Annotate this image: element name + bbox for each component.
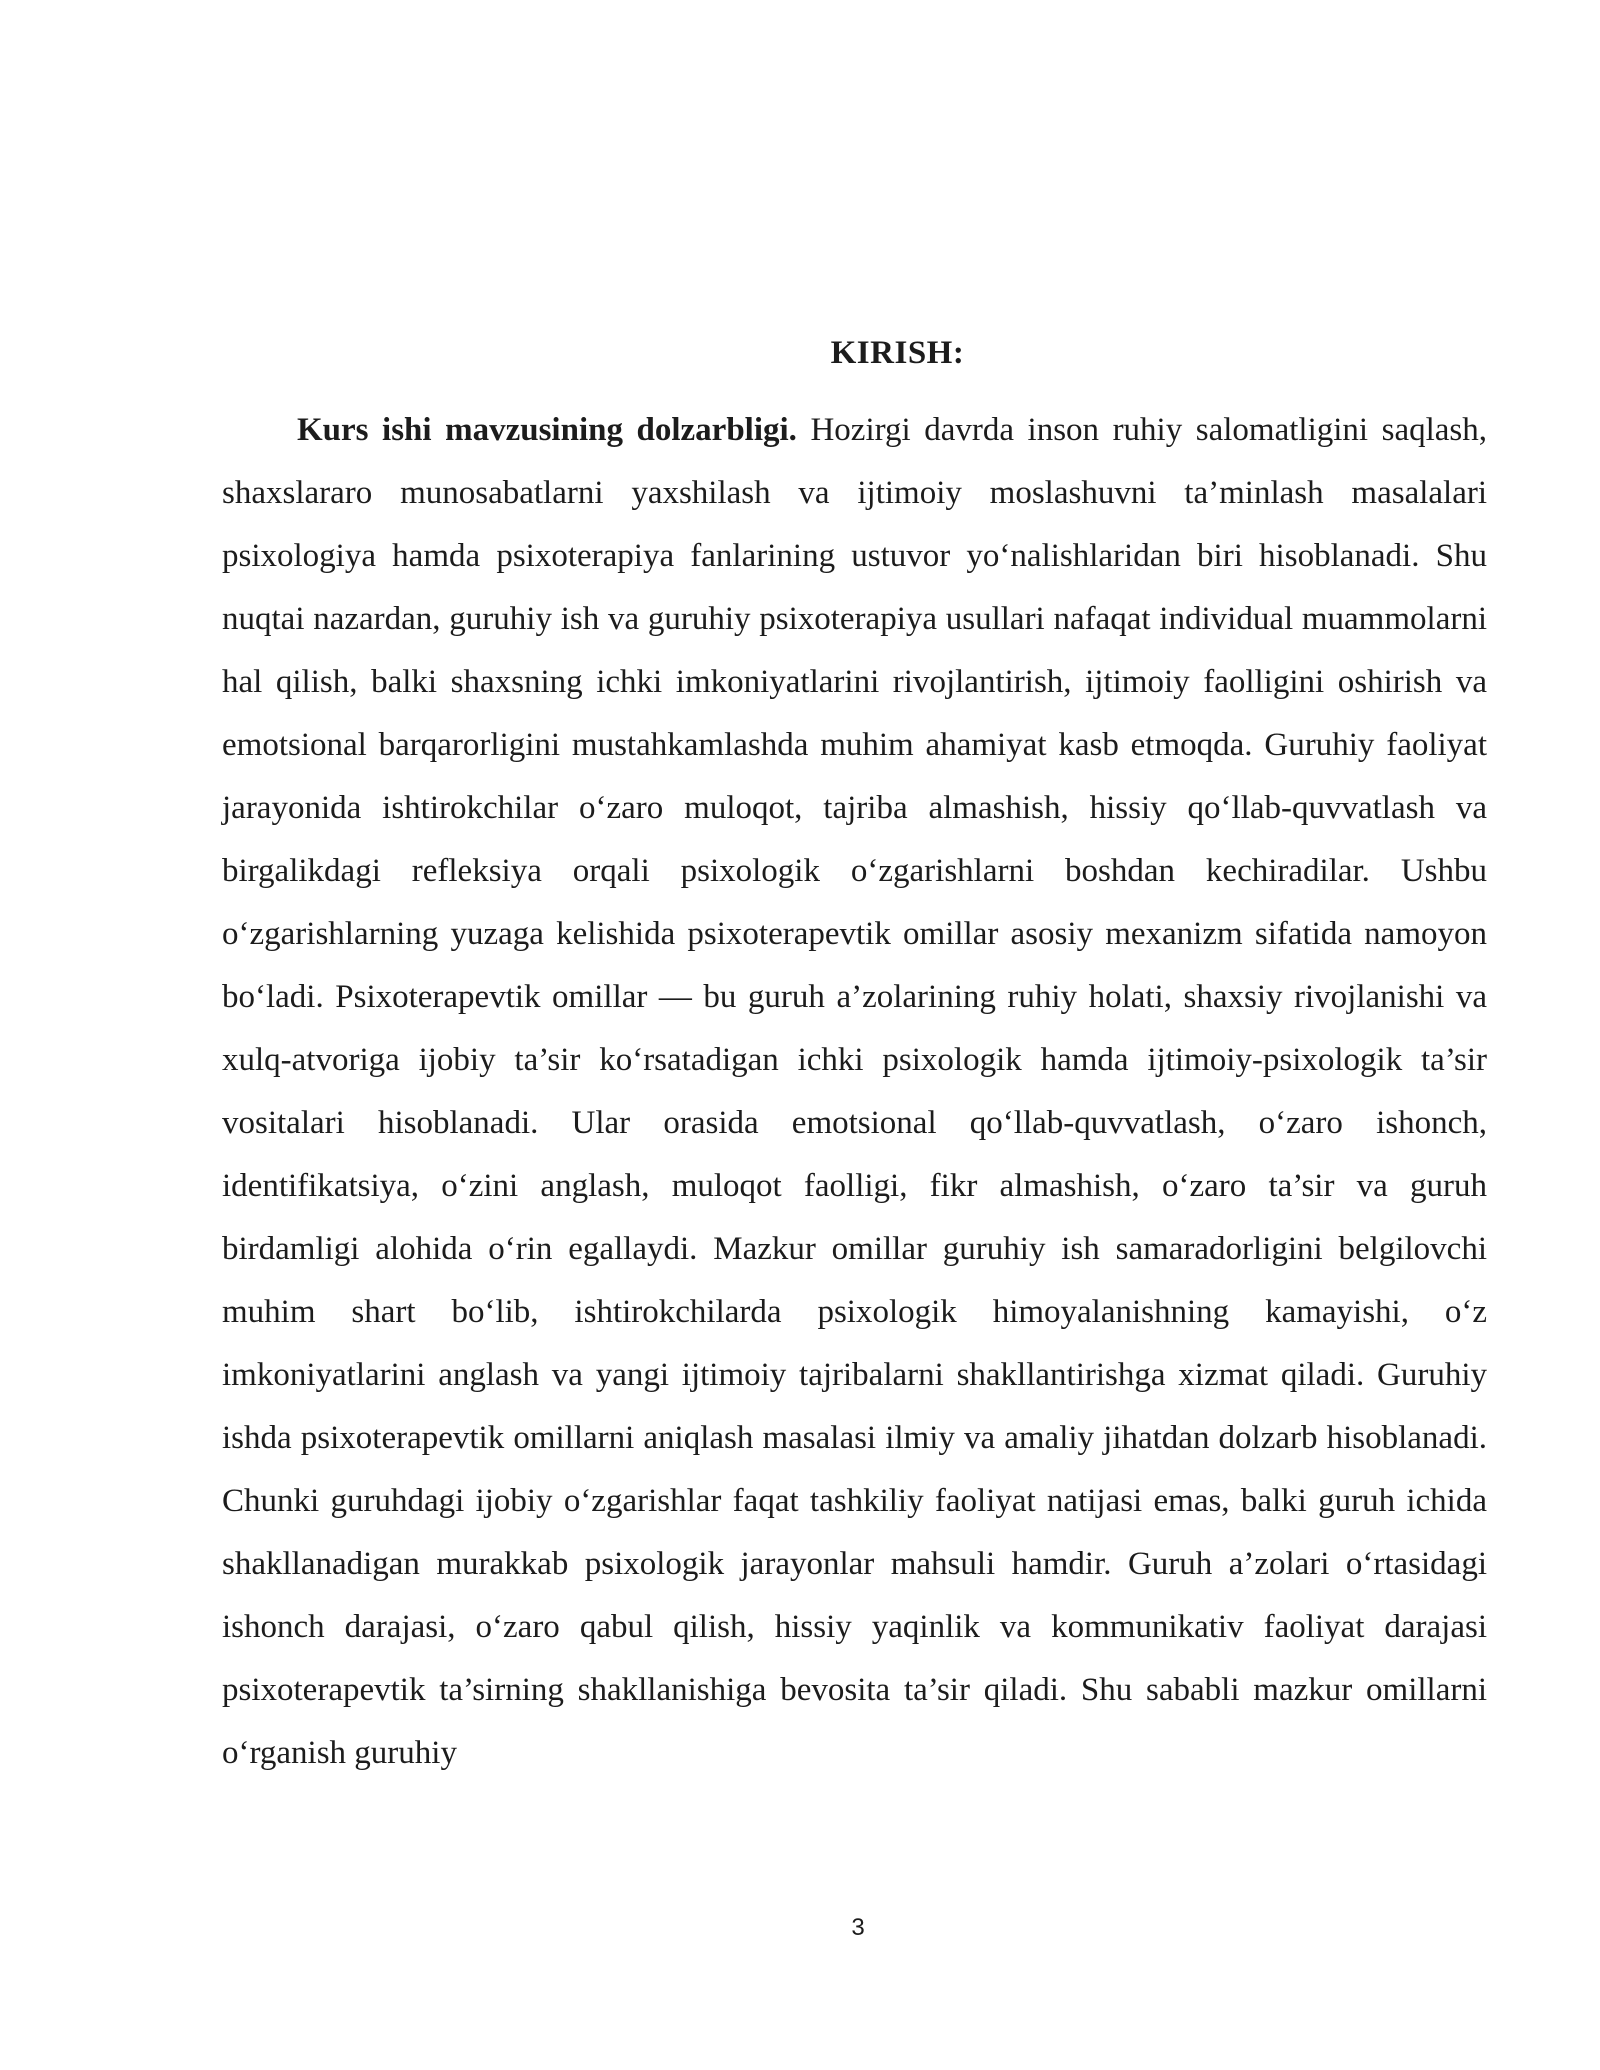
paragraph-text: Hozirgi davrda inson ruhiy salomatligini saqlash, shaxslararo munosabatlarni yaxshilash va ijtimoiy moslashuvni ta’minlash masalalari psixologiya hamda psixoterapiya fanlarining ustuvor yo‘nalishlaridan biri hisoblanadi. Shu nuqtai nazardan, guruhiy ish va guruhiy psixoterapiya usullari nafaqat individual muammolarni hal qilish, balki shaxsning ichki imkoniyatlarini rivojlantirish, ijtimoiy faolligini oshirish va emotsional barqarorligini mustahkamlashda muhim ahamiyat kasb etmoqda. Guruhiy faoliyat jarayonida ishtirokchilar o‘zaro muloqot, tajriba almashish, hissiy qo‘llab-quvvatlash va birgalikdagi refleksiya orqali psixologik o‘zgarishlarni boshdan kechiradilar. Ushbu o‘zgarishlarning yuzaga kelishida psixoterapevtik omillar asosiy mexanizm sifatida namoyon bo‘ladi. Psixoterapevtik omillar — bu guruh a’zolarining ruhiy holati, shaxsiy rivojlanishi va xulq-atvoriga ijobiy ta’sir ko‘rsatadigan ichki psixologik hamda ijtimoiy-psixologik ta’sir vositalari hisoblanadi. Ular orasida emotsional qo‘llab-quvvatlash, o‘zaro ishonch, identifikatsiya, o‘zini anglash, muloqot faolligi, fikr almashish, o‘zaro ta’sir va guruh birdamligi alohida o‘rin egallaydi. Mazkur omillar guruhiy ish samaradorligini belgilovchi muhim shart bo‘lib, ishtirokchilarda psixologik himoyalanishning kamayishi, o‘z imkoniyatlarini anglash va yangi ijtimoiy tajribalarni shakllantirishga xizmat qiladi. Guruhiy ishda psixoterapevtik omillarni aniqlash masalasi ilmiy va amaliy jihatdan dolzarb hisoblanadi. Chunki guruhdagi ijobiy o‘zgarishlar faqat tashkiliy faoliyat natijasi emas, balki guruh ichida shakllanadigan murakkab psixologik jarayonlar mahsuli hamdir. Guruh a’zolari o‘rtasidagi ishonch darajasi, o‘zaro qabul qilish, hissiy yaqinlik va kommunikativ faoliyat darajasi psixoterapevtik ta’sirning shakllanishiga bevosita ta’sir qiladi. Shu sababli mazkur omillarni o‘rganish guruhiy [222, 412, 1487, 1771]
page-number: 3 [851, 1914, 865, 1941]
paragraph-lead: Kurs ishi mavzusining dolzarbligi. [297, 412, 797, 448]
body-paragraph [222, 399, 1487, 1785]
section-heading: KIRISH: [830, 335, 965, 371]
